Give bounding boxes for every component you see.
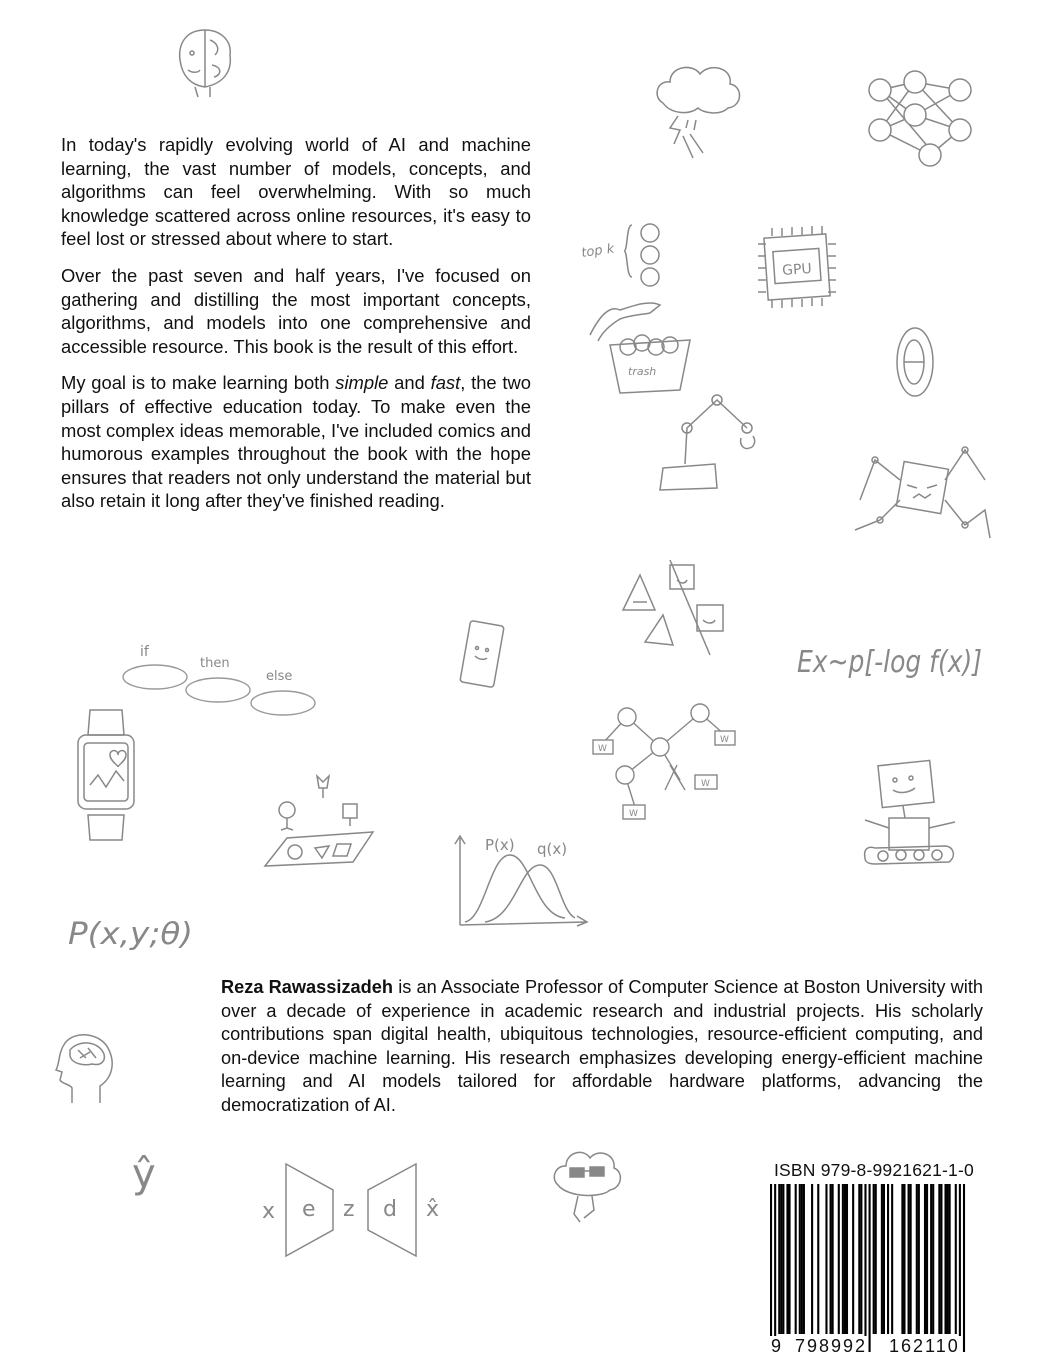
barcode-bar <box>852 1184 854 1334</box>
expectation-label: Ex~p[-log f(x)] <box>797 645 982 680</box>
barcode-bar <box>910 1184 912 1334</box>
w-label: W <box>598 744 607 754</box>
barcode-bar <box>955 1184 957 1334</box>
if-label: if <box>140 644 149 660</box>
barcode-bar <box>778 1184 780 1334</box>
barcode-bar <box>963 1184 965 1352</box>
blurb-p3-fast: fast <box>430 372 461 394</box>
shapes-mat-icon <box>265 768 380 873</box>
blurb-text <box>61 133 531 526</box>
barcode-bar <box>881 1184 883 1334</box>
barcode-bar <box>830 1184 832 1334</box>
else-label: else <box>266 669 293 684</box>
smartwatch-icon <box>72 705 142 845</box>
top-k-trash-icon <box>580 215 700 405</box>
barcode-bar <box>947 1184 949 1334</box>
author-name: Reza Rawassizadeh <box>221 977 393 997</box>
blurb-paragraph-1: In today's rapidly evolving world of AI and machine learning, the vast number of models, concepts, and algorithms can feel overwhelming. With so much knowledge scattered across online resources, it's easy to feel lost or stressed about where to start. <box>61 134 531 250</box>
blurb-p3-intro: My goal is to make learning both <box>61 372 336 394</box>
y-hat-label: ŷ <box>132 1151 156 1197</box>
expectation-formula <box>795 630 995 690</box>
barcode-bar <box>858 1184 860 1334</box>
brain-face-icon <box>170 25 240 100</box>
x-hat-label: x̂ <box>426 1197 440 1222</box>
barcode-bar <box>901 1184 903 1334</box>
top-k-label: top k <box>580 241 616 261</box>
blurb-p3-and: and <box>388 372 431 394</box>
spider-robot-icon <box>845 440 995 550</box>
blurb-p3-simple: simple <box>335 372 389 394</box>
barcode-bar <box>916 1184 918 1334</box>
barcode-bar <box>825 1184 827 1334</box>
barcode-bar <box>844 1184 846 1334</box>
p-x-label: P(x) <box>485 836 515 854</box>
y-hat-symbol <box>128 1142 168 1207</box>
autoencoder-icon <box>258 1160 458 1260</box>
barcode-bar <box>817 1184 819 1334</box>
shapes-faces-icon <box>615 560 735 660</box>
then-label: then <box>200 656 230 671</box>
barcode-bar <box>908 1184 910 1334</box>
barcode-bar <box>883 1184 885 1334</box>
z-label: z <box>343 1197 355 1222</box>
neural-network-icon <box>860 70 990 170</box>
blurb-paragraph-2: Over the past seven and half years, I've focused on gathering and distilling the most important concepts, algorithms, and models into one comprehensive and accessible resource. This book is the result of this effort. <box>61 264 531 357</box>
barcode-bar <box>891 1184 893 1334</box>
barcode-bar <box>944 1184 946 1334</box>
barcode-bar <box>887 1184 889 1334</box>
barcode-bar <box>860 1184 862 1334</box>
author-bio-paragraph <box>221 976 983 1118</box>
barcode-bar <box>924 1184 926 1334</box>
barcode-bar <box>795 1184 797 1334</box>
robot-arm-icon <box>655 388 775 498</box>
gpu-chip-icon <box>752 222 842 312</box>
phone-smile-icon <box>455 618 510 693</box>
barcode-digit-first: 9 <box>771 1336 782 1356</box>
barcode-digits-left: 798992 <box>795 1336 868 1356</box>
q-x-label: q(x) <box>537 840 568 858</box>
gpu-label: GPU <box>781 260 813 280</box>
decision-tree-icon <box>585 695 745 825</box>
barcode-bar <box>842 1184 844 1334</box>
barcode-bar <box>832 1184 834 1334</box>
barcode-bar <box>864 1184 866 1352</box>
d-label: d <box>383 1197 397 1222</box>
barcode-bar <box>782 1184 784 1334</box>
barcode-bar <box>940 1184 942 1334</box>
barcode-bar <box>811 1184 813 1334</box>
cool-cloud-icon <box>548 1140 628 1235</box>
author-bio <box>221 976 983 1118</box>
barcode-bar <box>903 1184 905 1334</box>
barcode-digits-right: 162110 <box>889 1336 960 1356</box>
barcode-bar <box>780 1184 782 1334</box>
theta-coin-icon <box>890 322 940 402</box>
distribution-curves-icon <box>445 830 590 930</box>
joint-probability-formula <box>66 908 201 956</box>
barcode-bar <box>949 1184 951 1334</box>
barcode-bar <box>918 1184 920 1334</box>
barcode-bar <box>801 1184 803 1334</box>
barcode-bar <box>959 1184 961 1352</box>
w-label: W <box>701 779 710 789</box>
barcode-bar <box>930 1184 932 1334</box>
w-label: W <box>720 735 729 745</box>
storm-cloud-icon <box>648 58 748 168</box>
barcode-bar <box>932 1184 934 1334</box>
tread-robot-icon <box>845 758 975 883</box>
barcode-bar <box>786 1184 788 1334</box>
barcode-bar <box>869 1184 871 1352</box>
barcode-bar <box>774 1184 776 1352</box>
barcode-bar <box>803 1184 805 1334</box>
w-label: W <box>629 809 638 819</box>
blurb-paragraph-3 <box>61 371 531 513</box>
barcode-bar <box>838 1184 840 1334</box>
author-bio-text: is an Associate Professor of Computer Science at Boston University with over a decade of experience in academic research and industrial projects. His scholarly contributions span digital health, ubiquitous technologies, resource-efficient computing, and on-device machine learning. His research emphasizes developing energy-efficient machine learning and AI models tailored for affordable hardware platforms, advancing the democratization of AI. <box>221 977 983 1115</box>
barcode-bar <box>799 1184 801 1334</box>
barcode-bar <box>873 1184 875 1334</box>
barcode-icon <box>762 1184 967 1354</box>
blurb-p3-rest: , the two pillars of effective education today. To make even the most complex ideas memorable, I've included comics and humorous examples throughout the book with the hope ensures that readers not only understand the material but also retain it long after they've finished reading. <box>61 372 531 512</box>
e-label: e <box>302 1197 316 1222</box>
trash-label: trash <box>628 365 657 378</box>
barcode-bar <box>938 1184 940 1334</box>
barcode-bar <box>846 1184 848 1334</box>
p-xy-theta-label: P(x,y;θ) <box>68 917 193 952</box>
head-brain-icon <box>50 1028 120 1108</box>
barcode-bar <box>770 1184 772 1352</box>
barcode-bar <box>788 1184 790 1334</box>
if-then-else-icon <box>118 640 358 725</box>
barcode-bar <box>875 1184 877 1334</box>
x-label: x <box>262 1199 276 1224</box>
isbn-label: ISBN 979-8-9921621-1-0 <box>774 1160 974 1180</box>
barcode-bar <box>926 1184 928 1334</box>
